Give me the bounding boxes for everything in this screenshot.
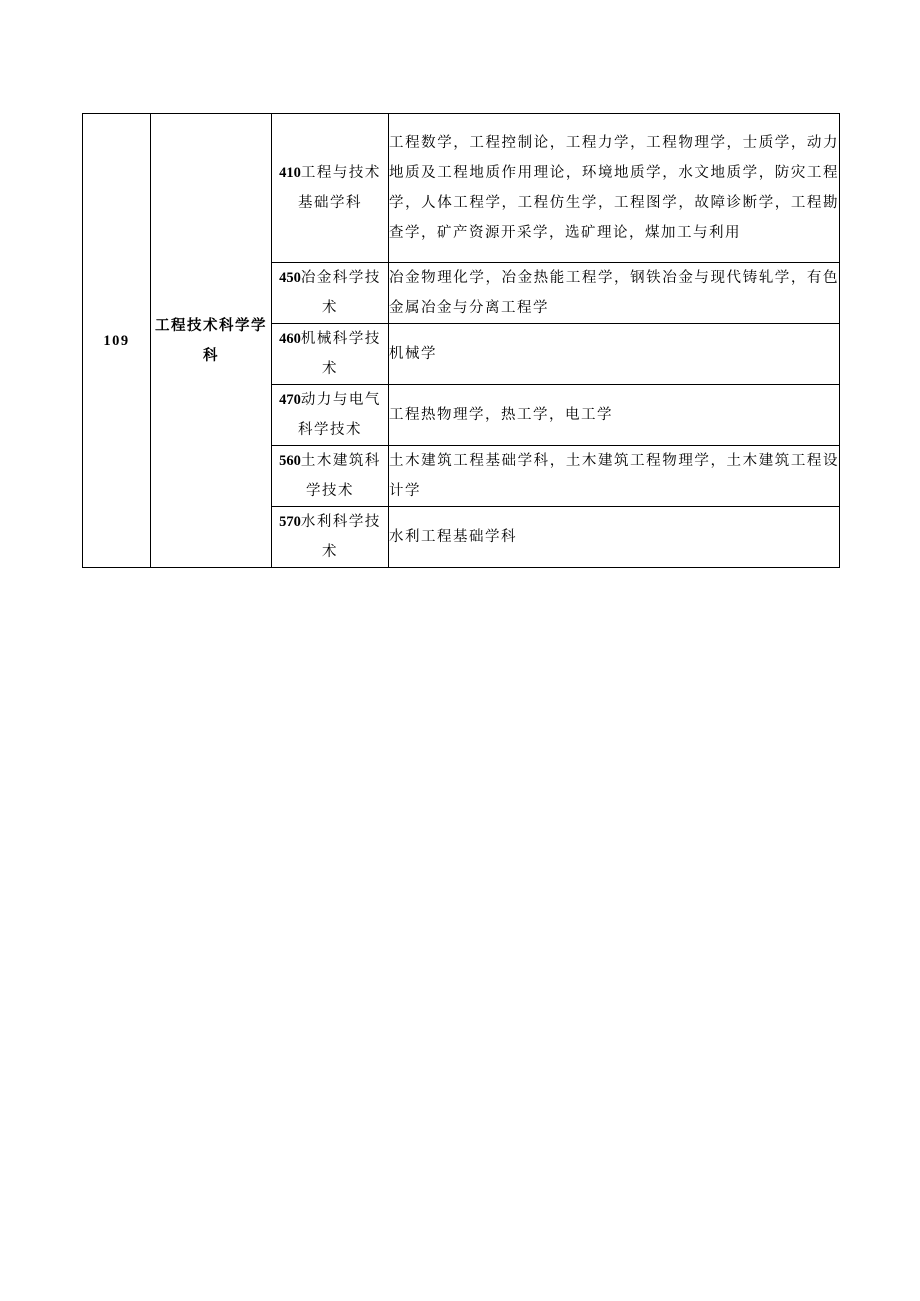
subject-code: 470 [279,392,301,408]
subject-code: 570 [279,514,301,530]
subject-name: 工程与技术基础学科 [298,165,381,211]
subject-code: 560 [279,453,301,469]
subject-code: 450 [279,270,301,286]
subject-name: 土木建筑科学技术 [300,453,381,499]
subject-content: 工程数学，工程控制论，工程力学，工程物理学，士质学，动力地质及工程地质作用理论，环境地质学，水文地质学，防灾工程学，人体工程学，工程仿生学，工程图学，故障诊断学，工程勘查学，矿产资源开采学，选矿理论，煤加工与利用 [389,114,840,263]
subject-content: 冶金物理化学，冶金热能工程学，钢铁冶金与现代铸轧学，有色金属冶金与分离工程学 [389,263,840,324]
subject-cell [272,507,389,568]
category-code: 109 [83,114,151,568]
subject-name: 动力与电气科学技术 [298,392,381,438]
subject-cell [272,324,389,385]
table-row [83,114,840,263]
subject-content: 机械学 [389,324,840,385]
subject-cell [272,446,389,507]
subject-name: 水利科学技术 [300,514,381,560]
subject-content: 土木建筑工程基础学科，土木建筑工程物理学，土木建筑工程设计学 [389,446,840,507]
subject-name: 冶金科学技术 [300,270,381,316]
subject-cell [272,263,389,324]
subject-code: 460 [279,331,301,347]
subject-cell [272,385,389,446]
subject-content: 工程热物理学，热工学，电工学 [389,385,840,446]
discipline-table [82,113,840,568]
subject-cell [272,114,389,263]
subject-name: 机械科学技术 [300,331,381,377]
category-name: 工程技术科学学科 [151,114,272,568]
subject-code: 410 [279,165,301,181]
subject-content: 水利工程基础学科 [389,507,840,568]
